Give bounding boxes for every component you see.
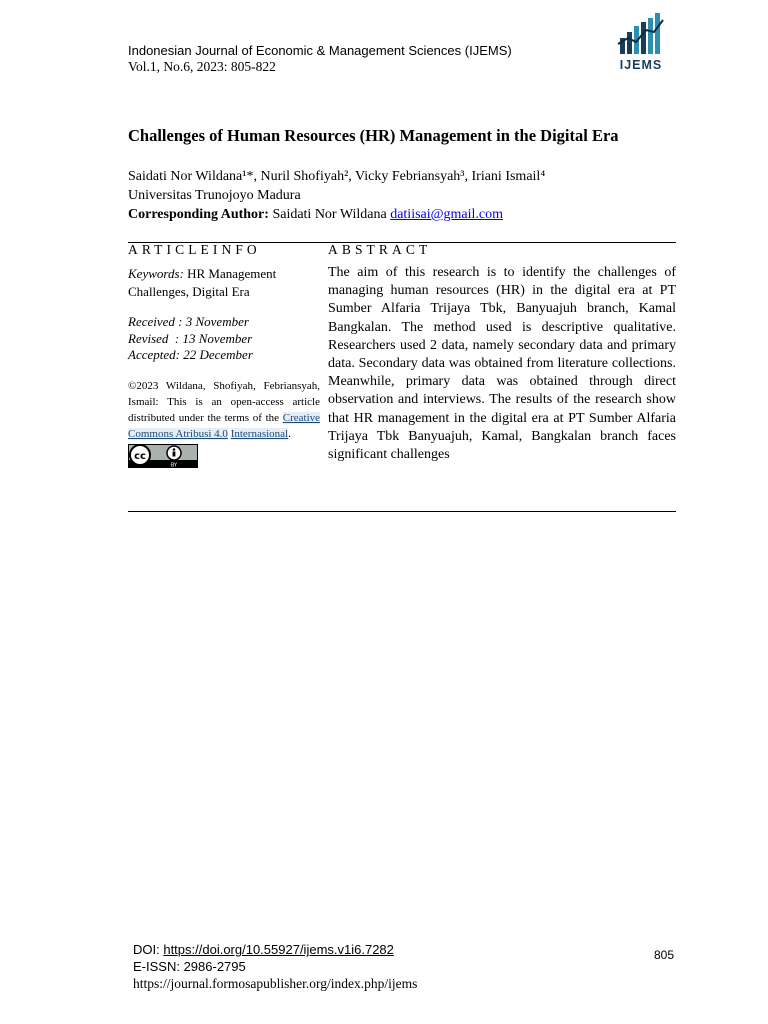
doi-label: DOI: — [133, 942, 164, 957]
corresponding-label: Corresponding Author: — [128, 207, 269, 222]
svg-text:cc: cc — [134, 450, 146, 462]
copyright-notice — [128, 378, 320, 442]
corresponding-author — [128, 205, 688, 224]
copyright-text: ©2023 Wildana, Shofiyah, Febriansyah, Ismail: This is an open-access article distributed under the terms of the — [128, 379, 320, 424]
license-period: . — [288, 427, 291, 440]
journal-name: Indonesian Journal of Economic & Management Sciences (IJEMS) — [128, 43, 512, 58]
keywords-label: Keywords: — [128, 266, 184, 281]
revised-date: Revised : 13 November — [128, 330, 253, 346]
dates — [128, 314, 320, 364]
author-block — [128, 167, 688, 224]
authors-line: Saidati Nor Wildana¹*, Nuril Shofiyah², Vicky Febriansyah³, Iriani Ismail⁴ — [128, 169, 546, 184]
article-info-panel — [128, 265, 320, 473]
abstract-text: The aim of this research is to identify the challenges of managing human resources (HR) in the digital era at PT Sumber Alfaria Trijaya Tbk, Banyuajuh branch, Kamal Bangkalan. The method used is descriptive qualitative. Researchers used 2 data, namely secondary data and primary data. Secondary data was obtained from literature collections. Meanwhile, primary data was obtained through direct observation and interviews. The results of the research show that HR management in the digital era at PT Sumber Alfaria Trijaya Tbk Banyuajuh, Kamal, Bangkalan branch faces significant challenges — [328, 265, 676, 463]
license-link[interactable]: Creative Commons Atribusi 4.0 — [128, 411, 321, 440]
doi-link[interactable]: https://doi.org/10.55927/ijems.v1i6.7282 — [163, 942, 394, 957]
article-info-heading: ARTICLEINFO — [128, 242, 261, 257]
cc-by-label: BY — [170, 462, 178, 468]
received-date: Received : 3 November — [128, 314, 249, 329]
eissn: E-ISSN: 2986-2795 — [133, 959, 246, 974]
page-footer — [133, 941, 417, 992]
journal-logo — [616, 10, 666, 74]
volume-info: Vol.1, No.6, 2023: 805-822 — [128, 59, 276, 74]
license-link-internasional[interactable]: Internasional — [230, 427, 289, 440]
bar-chart-logo-icon — [616, 10, 666, 56]
corresponding-name: Saidati Nor Wildana — [272, 207, 387, 222]
abstract-heading: ABSTRACT — [328, 242, 432, 257]
page-number: 805 — [654, 948, 675, 962]
keywords-text: HR Management Challenges, Digital Era — [128, 266, 277, 299]
bottom-divider — [128, 511, 676, 512]
logo-text: IJEMS — [619, 58, 663, 72]
doi-line — [133, 941, 417, 958]
cc-by-license-icon[interactable] — [128, 444, 198, 468]
keywords — [128, 265, 320, 300]
journal-website[interactable]: https://journal.formosapublisher.org/index.php/ijems — [133, 976, 418, 991]
journal-header — [128, 43, 512, 75]
accepted-date: Accepted: 22 December — [128, 347, 253, 362]
affiliation: Universitas Trunojoyo Madura — [128, 188, 301, 203]
email-link[interactable]: datiisai@gmail.com — [390, 207, 504, 222]
article-title: Challenges of Human Resources (HR) Management in the Digital Era — [128, 126, 619, 145]
